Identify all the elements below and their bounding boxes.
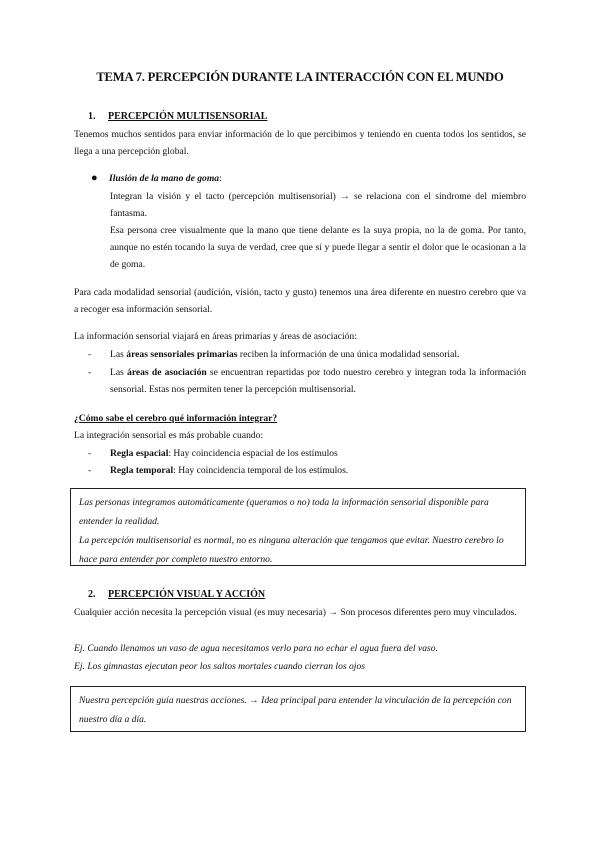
summary-box-2	[70, 686, 526, 732]
bullet-label: Ilusión de la mano de goma	[109, 173, 220, 184]
bullet-icon: ●	[91, 172, 98, 184]
document-page: TEMA 7. PERCEPCIÓN DURANTE LA INTERACCIÓN CON EL MUNDO 1. PERCEPCIÓN MULTISENSORIAL Tenemos muchos sentidos para enviar información de lo que percibimos y teniendo en cuenta todos los sentidos, se llega a una percepción global. ● Ilusión de la mano de goma: Integran la visión y el tacto (percepción multisensorial) → se relaciona con el síndrome del miembro fantasma. Esa persona cree visualmente que la mano que tiene delante es la suya propia, no la de goma. Por tanto, aunque no estén tocando la suya de verdad, cree que sí y puede llegar a sentir el dolor que le ocasionan a la de goma. Para cada modalidad sensorial (audición, visión, tacto y gusto) tenemos una área diferente en nuestro cerebro que va a recoger esa información sensorial. La información sensorial viajará en áreas primarias y áreas de asociación: - Las áreas sensoriales primarias reciben la información de una única modalidad sensorial. - Las áreas de asociación se encuentran repartidas por todo nuestro cerebro y integran toda la información sensorial. Estas nos permiten tener la percepción multisensorial. ¿Cómo sabe el cerebro qué información integrar? La integración sensorial es más probable cuando: - Regla espacial: Hay coincidencia espacial de los estímulos - Regla temporal: Hay coincidencia temporal de los estímulos. Las personas integramos automáticamente (queramos o no) toda la información sensorial disponible para entender la realidad. La percepción multisensorial es normal, no es ninguna alteración que tengamos que evitar. Nuestro cerebro lo hace para entender por completo nuestro entorno. 2. PERCEPCIÓN VISUAL Y ACCIÓN Cualquier acción necesita la percepción visual (es muy necesaria) → Son procesos diferentes pero muy vinculados. Ej. Cuando llenamos un vaso de agua necesitamos verlo para no echar el agua fuera del vaso. Ej. Los gimnastas ejecutan peor los saltos mortales cuando cierran los ojos Nuestra percepción guía nuestras acciones. → Idea principal para entender la vinculación de la percepción con nuestro día a día.	[0, 0, 600, 848]
section-2-example-2: Ej. Los gimnastas ejecutan peor los saltos mortales cuando cierran los ojos	[74, 661, 366, 672]
list-item-bold: áreas sensoriales primarias	[126, 349, 238, 360]
section-1-number: 1.	[88, 111, 96, 122]
dash-bullet: -	[88, 349, 92, 360]
summary-box-1-line-2: La percepción multisensorial es normal, no es ninguna alteración que tengamos que evitar. Nuestro cerebro lo hace para entender por completo nuestro entorno.	[79, 535, 504, 565]
section-1-heading	[88, 110, 267, 124]
bullet-line-2: Esa persona cree visualmente que la mano que tiene delante es la suya propia, no la de goma. Por tanto, aunque no estén tocando la suya de verdad, cree que sí y puede llegar a sentir el dolor que le ocasionan a la de goma.	[110, 225, 526, 270]
list-item-bold: Regla temporal	[110, 465, 174, 476]
section-1-para-2: Para cada modalidad sensorial (audición, visión, tacto y gusto) tenemos una área diferente en nuestro cerebro que va a recoger esa información sensorial.	[74, 287, 526, 315]
section-2-number: 2.	[88, 589, 96, 600]
section-1-para-3: La información sensorial viajará en áreas primarias y áreas de asociación:	[74, 331, 357, 342]
section-2-heading	[88, 588, 265, 602]
section-1-title: PERCEPCIÓN MULTISENSORIAL	[108, 111, 268, 122]
section-2-title: PERCEPCIÓN VISUAL Y ACCIÓN	[108, 589, 266, 600]
section-1-intro: Tenemos muchos sentidos para enviar información de lo que percibimos y teniendo en cuenta todos los sentidos, se llega a una percepción global.	[74, 129, 526, 157]
page-title: TEMA 7. PERCEPCIÓN DURANTE LA INTERACCIÓN CON EL MUNDO	[96, 70, 504, 84]
list-item-bold: Regla espacial	[110, 448, 169, 459]
section-1-para-4: La integración sensorial es más probable cuando:	[74, 430, 264, 441]
summary-box-2-text: Nuestra percepción guía nuestras acciones. → Idea principal para entender la vinculación de la percepción con nuestro día a día.	[79, 695, 512, 725]
dash-bullet: -	[88, 367, 92, 378]
summary-box-1-line-1: Las personas integramos automáticamente (queramos o no) toda la información sensorial disponible para entender la realidad.	[79, 497, 489, 527]
section-2-intro: Cualquier acción necesita la percepción visual (es muy necesaria) → Son procesos diferentes pero muy vinculados.	[74, 607, 517, 618]
dash-bullet: -	[88, 448, 92, 459]
bullet-line-1: Integran la visión y el tacto (percepción multisensorial) → se relaciona con el síndrome del miembro fantasma.	[110, 191, 526, 219]
section-1-question: ¿Cómo sabe el cerebro qué información integrar?	[74, 413, 278, 424]
section-2-example-1: Ej. Cuando llenamos un vaso de agua necesitamos verlo para no echar el agua fuera del vaso.	[74, 643, 438, 654]
list-item-bold: áreas de asociación	[127, 367, 207, 378]
summary-box-1	[70, 488, 526, 566]
dash-bullet: -	[88, 465, 92, 476]
bullet-colon: :	[219, 173, 222, 184]
